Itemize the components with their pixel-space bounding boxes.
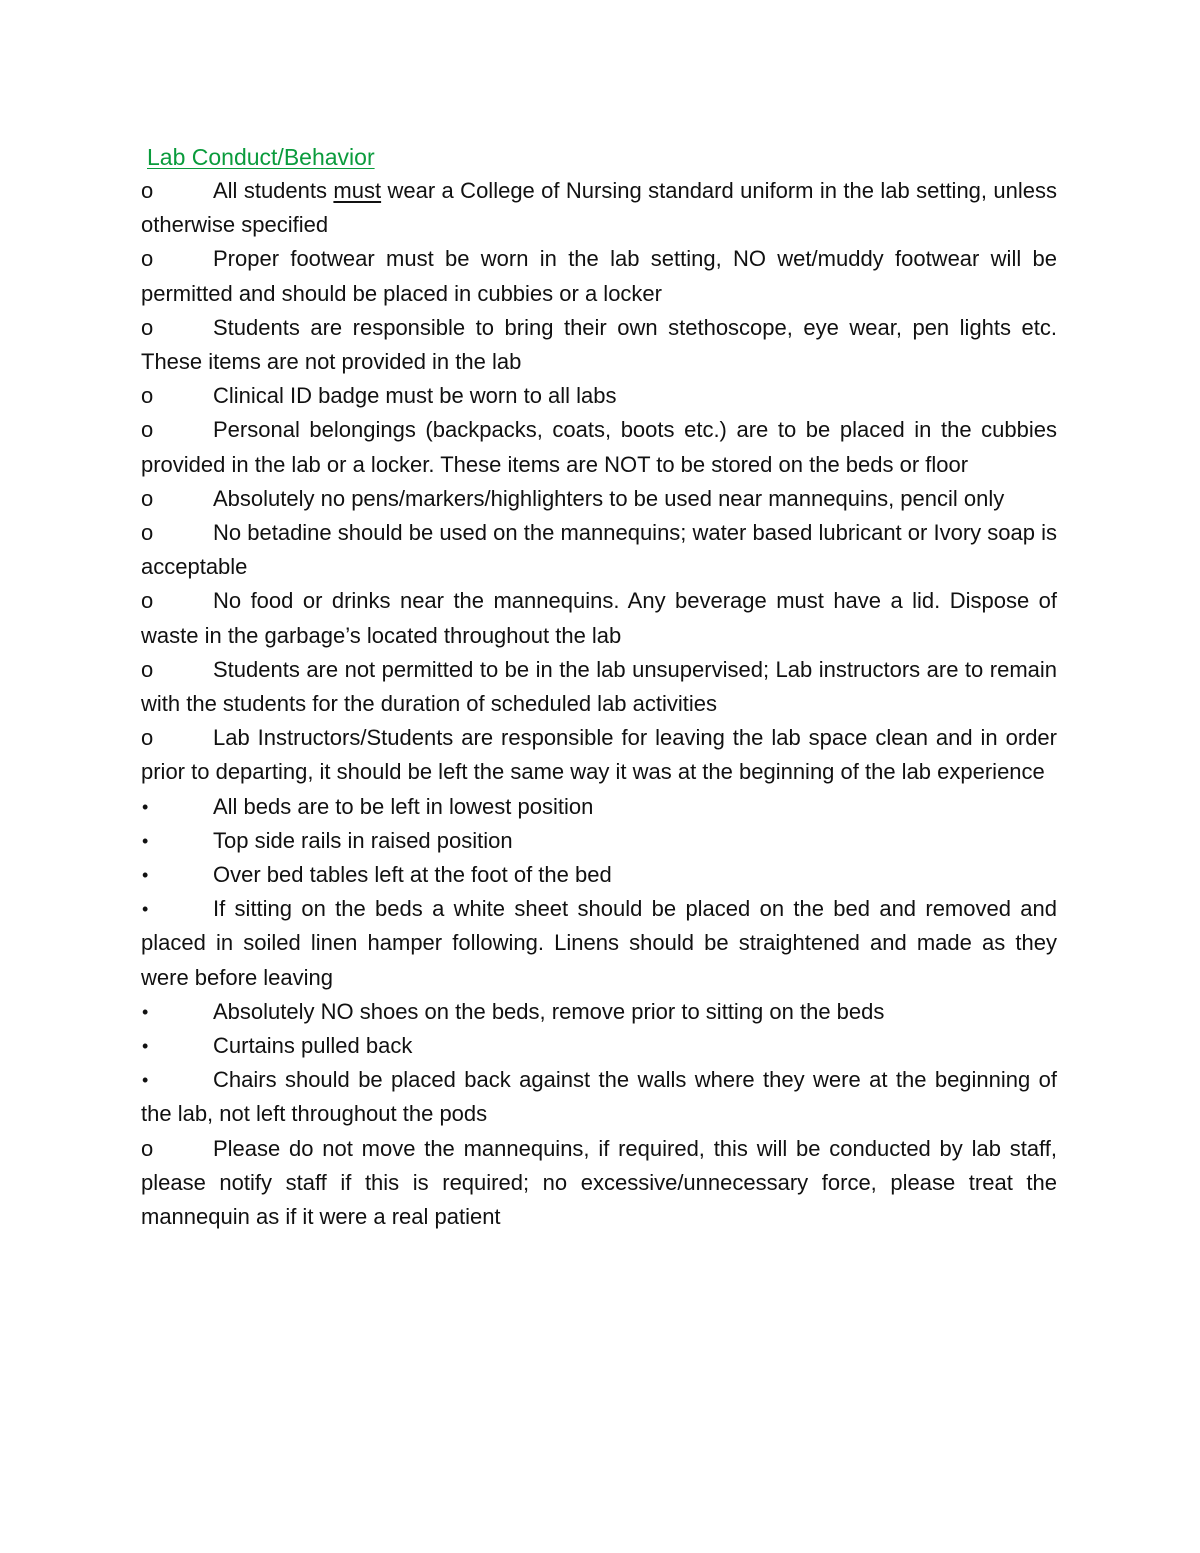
item-text: All students must wear a College of Nursing standard uniform in the lab setting, unless otherwise specified [141,178,1058,238]
list-item [141,892,1057,995]
circle-bullet: o [141,246,154,272]
item-text: Students are responsible to bring their own stethoscope, eye wear, pen lights etc. These items are not provided in the lab [141,314,1057,375]
item-text: Absolutely no pens/markers/highlighters to be used near mannequins, pencil only [213,485,1005,511]
item-text: Please do not move the mannequins, if required, this will be conducted by lab staff, please notify staff if this is required; no excessive/unnecessary force, please treat the mannequin as if it were a real patient [141,1135,1057,1230]
dot-bullet: • [142,1070,149,1091]
circle-bullet: o [141,1135,154,1161]
list-item [141,790,1057,824]
item-text: Personal belongings (backpacks, coats, boots etc.) are to be placed in the cubbies provided in the lab or a locker. These items are NOT to be stored on the beds or floor [141,417,1057,477]
list-item [141,721,1057,789]
item-text: Clinical ID badge must be worn to all labs [213,383,617,409]
item-text: Lab Instructors/Students are responsible for leaving the lab space clean and in order prior to departing, it should be left the same way it was at the beginning of the lab experience [141,725,1057,785]
dot-bullet: • [142,796,149,817]
item-text: If sitting on the beds a white sheet should be placed on the bed and removed and placed in soiled linen hamper following. Linens should be straightened and made as they were before leaving [141,896,1057,990]
list-item [141,482,1057,516]
circle-bullet: o [141,178,154,203]
dot-bullet: • [142,1036,149,1057]
circle-bullet: o [141,417,154,443]
dot-bullet: • [142,830,149,851]
item-text: Top side rails in raised position [213,827,513,853]
list-item [141,584,1057,652]
list-item [141,1063,1057,1131]
list-item [141,1132,1057,1235]
list-item [141,242,1057,310]
section-heading: Lab Conduct/Behavior [147,144,375,170]
item-text: Absolutely NO shoes on the beds, remove prior to sitting on the beds [213,998,885,1024]
list-item [141,995,1057,1029]
circle-bullet: o [141,656,154,682]
circle-bullet: o [141,383,154,409]
circle-bullet: o [141,725,154,751]
list-item [141,413,1057,481]
item-text: Curtains pulled back [213,1033,413,1059]
item-text: No betadine should be used on the mannequins; water based lubricant or Ivory soap is acceptable [141,520,1057,580]
item-text: Proper footwear must be worn in the lab setting, NO wet/muddy footwear will be permitted and should be placed in cubbies or a locker [141,246,1057,306]
item-text: Students are not permitted to be in the lab unsupervised; Lab instructors are to remain with the students for the duration of scheduled lab activities [141,656,1057,717]
list-item [141,311,1057,379]
list-item [141,174,1057,242]
item-text: Chairs should be placed back against the walls where they were at the beginning of the lab, not left throughout the pods [141,1067,1057,1127]
dot-bullet: • [142,1001,149,1022]
emphasis-text: must [333,178,382,203]
circle-bullet: o [141,314,154,340]
list-item [141,858,1057,892]
circle-bullet: o [141,485,154,511]
list-item [141,516,1057,584]
item-text: All beds are to be left in lowest position [213,793,594,819]
item-text: No food or drinks near the mannequins. Any beverage must have a lid. Dispose of waste in the garbage’s located throughout the lab [141,588,1057,648]
circle-bullet: o [141,588,154,614]
list-item [141,1029,1057,1063]
dot-bullet: • [142,865,149,886]
list-item [141,653,1057,721]
circle-bullet: o [141,520,154,546]
list-item [141,379,1057,413]
list-item [141,824,1057,858]
dot-bullet: • [142,899,149,920]
document-page [141,140,1057,1234]
item-text: Over bed tables left at the foot of the bed [213,862,612,888]
